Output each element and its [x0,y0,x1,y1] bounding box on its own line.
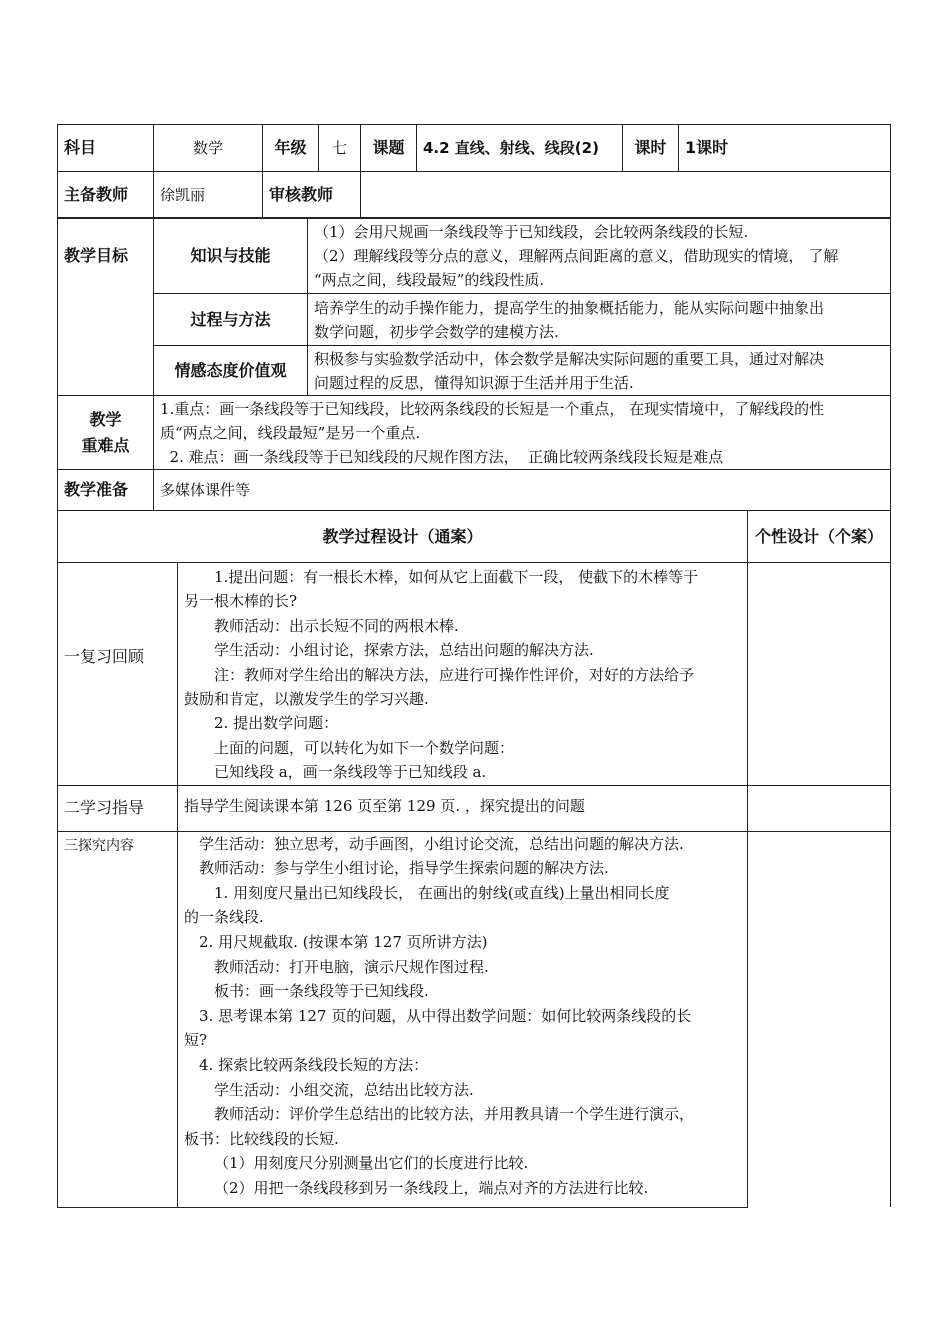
keypoints-table [57,395,891,511]
explore-line-11: 学生活动：小组交流，总结出比较方法. [214,1080,474,1099]
guide-line-1: 指导学生阅读课本第 126 页至第 129 页. ，探究提出的问题 [184,796,585,815]
reviewer-value [361,172,891,219]
personal-heading: 个性设计（个案） [748,511,891,563]
explore-line-9: 短? [184,1031,208,1050]
knowledge-line-1: （1）会用尺规画一条线段等于已知线段，会比较两条线段的长短. [314,222,749,241]
keypoints-text [154,396,891,470]
explore-line-1: 学生活动：独立思考，动手画图，小组讨论交流，总结出问题的解决方法. [199,834,684,853]
review-section-label: 一复习回顾 [58,563,178,786]
keypoints-label-line-1: 教学 [89,409,122,429]
review-line-3: 教师活动：出示长短不同的两根木棒. [214,616,459,635]
review-personal-cell [748,563,891,786]
lesson-info-table [57,124,891,219]
explore-section-text [178,831,748,1207]
subject-label: 科目 [58,125,154,172]
explore-section-label: 三探究内容 [58,831,178,1207]
explore-line-6: 教师活动：打开电脑，演示尺规作图过程. [214,957,489,976]
review-line-8: 上面的问题，可以转化为如下一个数学问题： [214,738,515,757]
explore-line-7: 板书：画一条线段等于已知线段. [214,982,429,1001]
keypoints-line-1: 1.重点：画一条线段等于已知线段，比较两条线段的长短是一个重点， 在现实情境中，了解线段的性 [160,399,825,418]
keypoints-label [58,396,154,470]
review-line-1: 1.提出问题：有一根长木棒，如何从它上面截下一段， 使截下的木棒等于 [214,568,699,586]
topic-value: 4.2 直线、射线、线段(2) [417,125,623,172]
emotion-text [308,346,891,396]
emotion-line-1: 积极参与实验数学活动中，体会数学是解决实际问题的重要工具，通过对解决 [314,349,825,368]
grade-label: 年级 [263,125,319,172]
process-method-line-2: 数学问题，初步学会数学的建模方法. [314,322,559,341]
process-table [57,510,891,1208]
knowledge-line-2: （2）理解线段等分点的意义，理解两点间距离的意义，借助现实的情境， 了解 [314,246,839,265]
period-value: 1课时 [679,125,891,172]
explore-line-15: （2）用把一条线段移到另一条线段上，端点对齐的方法进行比较. [214,1178,649,1197]
review-line-6: 鼓励和肯定，以激发学生的学习兴趣. [184,690,429,709]
review-section-text [178,563,748,786]
guide-personal-cell [748,785,891,831]
guide-section-label: 二学习指导 [58,785,178,831]
guide-section-text [178,785,748,831]
review-line-4: 学生活动：小组讨论，探索方法，总结出问题的解决方法. [214,641,594,660]
explore-line-12: 教师活动：评价学生总结出的比较方法，并用教具请一个学生进行演示， [214,1105,695,1124]
process-heading: 教学过程设计（通案） [58,511,748,563]
review-line-9: 已知线段 a，画一条线段等于已知线段 a. [214,763,487,782]
keypoints-line-2: 质“两点之间，线段最短”是另一个重点. [160,423,421,442]
period-label: 课时 [623,125,679,172]
knowledge-label: 知识与技能 [154,218,308,294]
reviewer-label: 审核教师 [263,172,361,219]
emotion-line-2: 问题过程的反思，懂得知识源于生活并用于生活. [314,373,634,392]
knowledge-text [308,218,891,294]
topic-label: 课题 [361,125,417,172]
prep-value: 多媒体课件等 [154,470,891,511]
explore-line-4: 的一条线段. [184,908,264,927]
objectives-table [57,217,891,396]
explore-line-2: 教师活动：参与学生小组讨论，指导学生探索问题的解决方法. [199,859,609,878]
review-line-5: 注：教师对学生给出的解决方法，应进行可操作性评价，对好的方法给予 [214,665,695,684]
keypoints-label-line-2: 重难点 [81,435,130,455]
review-line-2: 另一根木棒的长? [184,592,298,611]
objectives-label: 教学目标 [58,218,154,396]
explore-line-14: （1）用刻度尺分别测量出它们的长度进行比较. [214,1154,529,1173]
review-line-7: 2. 提出数学问题： [214,714,339,733]
process-method-line-1: 培养学生的动手操作能力，提高学生的抽象概括能力，能从实际问题中抽象出 [314,298,825,317]
subject-value: 数学 [154,125,263,172]
teacher-value: 徐凯丽 [154,172,263,219]
keypoints-line-3: 2. 难点：画一条线段等于已知线段的尺规作图方法， 正确比较两条线段长短是难点 [160,447,724,466]
grade-value: 七 [319,125,361,172]
explore-personal-cell [748,831,891,1207]
explore-line-13: 板书：比较线段的长短. [184,1129,339,1148]
knowledge-line-3: “两点之间，线段最短”的线段性质. [314,270,545,289]
emotion-label: 情感态度价值观 [154,346,308,396]
prep-label: 教学准备 [58,470,154,511]
explore-line-8: 3. 思考课本第 127 页的问题，从中得出数学问题：如何比较两条线段的长 [199,1006,692,1025]
explore-line-10: 4. 探索比较两条线段长短的方法： [199,1056,429,1074]
teacher-label: 主备教师 [58,172,154,219]
process-method-label: 过程与方法 [154,294,308,346]
explore-line-3: 1. 用刻度尺量出已知线段长， 在画出的射线(或直线)上量出相同长度 [214,883,670,902]
process-method-text [308,294,891,346]
explore-line-5: 2. 用尺规截取. (按课本第 127 页所讲方法) [199,933,488,952]
